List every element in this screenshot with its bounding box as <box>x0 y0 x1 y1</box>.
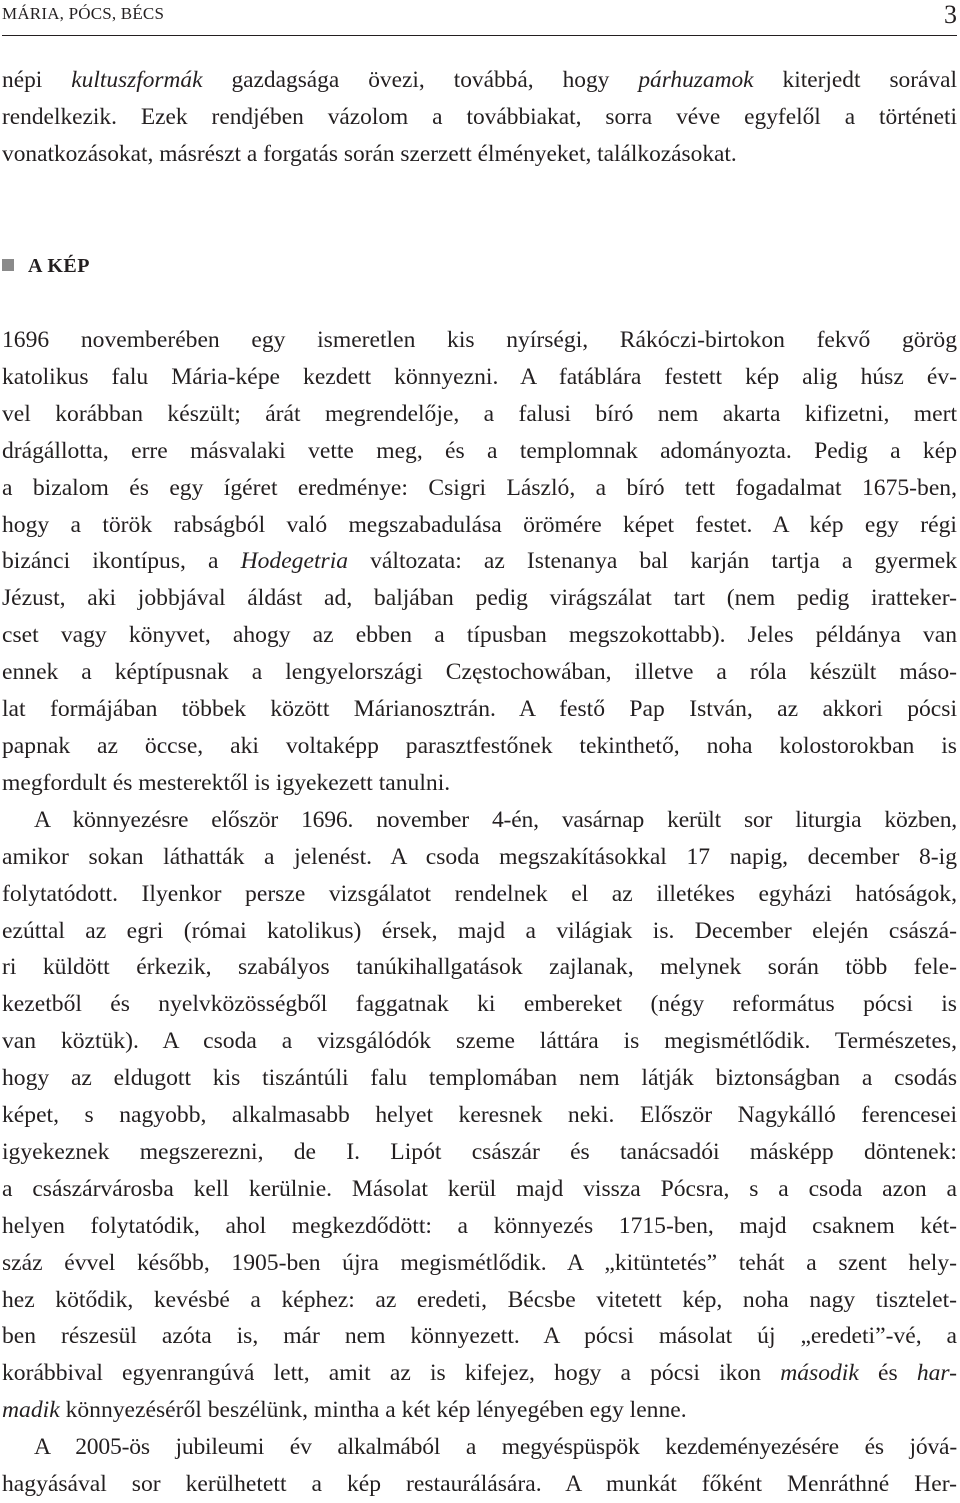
text-run: hagyásával sor kerülhetett a kép restaurálására. A munkát főként Menráthné Her- <box>2 1471 957 1498</box>
text-run: vel korábban készült; árát megrendelője, a falusi bíró nem akarta kifizetni, mert <box>2 400 957 427</box>
text-line <box>2 1208 957 1245</box>
text-run: 1696 novemberében egy ismeretlen kis nyírségi, Rákóczi-birtokon fekvő görög <box>2 327 957 353</box>
text-line <box>2 913 957 950</box>
text-run: a bizalom és egy ígéret eredménye: Csigri László, a bíró tett fogadalmat 1675-ben, <box>2 474 957 501</box>
text-line <box>2 802 957 839</box>
body-text <box>2 322 957 1503</box>
text-run: ben részesül azóta is, már nem könnyezett. A pócsi másolat új „eredeti”-vé, a <box>2 1323 957 1350</box>
text-run: igyekeznek megszerezni, de I. Lipót császár és tanácsadói másképp döntenek: <box>2 1138 957 1165</box>
text-line <box>2 322 957 359</box>
text-run: papnak az öccse, aki voltaképp parasztfestőnek tekinthető, noha kolostorokban is <box>2 732 957 759</box>
text-run: népi <box>2 67 72 93</box>
text-line <box>2 1171 957 1208</box>
text-line <box>2 1355 957 1392</box>
text-run: gazdagsága övezi, továbbá, hogy <box>202 67 639 93</box>
text-line <box>2 1097 957 1134</box>
text-line <box>2 433 957 470</box>
italic-run: második <box>780 1360 859 1387</box>
text-run: változata: az Istenanya bal karján tartja a gyermek <box>348 548 957 575</box>
text-run: kiterjedt sorával <box>753 67 957 93</box>
text-run: cset vagy könyvet, ahogy az ebben a típusban megszokottabb). Jeles példánya van <box>2 622 957 649</box>
running-head-title: MÁRIA, PÓCS, BÉCS <box>2 4 165 23</box>
text-run: van köztük). A csoda a vizsgálódók szeme láttára is megismétlődik. Természetes, <box>2 1028 957 1055</box>
italic-run: har- <box>916 1360 957 1387</box>
text-line <box>2 949 957 986</box>
intro-text <box>2 62 957 173</box>
text-line <box>2 1060 957 1097</box>
text-line <box>2 543 957 580</box>
text-run: képet, s nagyobb, alkalmasabb helyet keresnek neki. Először Nagykálló ferencesei <box>2 1102 957 1129</box>
running-head <box>2 0 957 36</box>
text-line <box>2 1466 957 1503</box>
text-run: lat formájában többek között Márianosztrán. A festő Pap István, az akkori pócsi <box>2 696 957 723</box>
text-run: drágállotta, erre másvalaki vette meg, és a templomnak adományozta. Pedig a kép <box>2 437 957 464</box>
text-run: Jézust, aki jobbjával áldást ad, baljában pedig virágszálat tart (nem pedig iratteker- <box>2 585 957 612</box>
text-run: és <box>858 1360 917 1387</box>
page-number: 3 <box>944 0 957 29</box>
text-run: korábbival egyenrangúvá lett, amit az is kifejez, hogy a pócsi ikon <box>2 1360 781 1387</box>
text-run: folytatódott. Ilyenkor persze vizsgálatot rendelnek el az illetékes egyházi hatóságok, <box>2 880 957 907</box>
text-line <box>2 580 957 617</box>
text-run: ezúttal az egri (római katolikus) érsek, majd a világiak is. December elején császá- <box>2 917 957 944</box>
text-run: hogy az eldugott kis tiszántúli falu templomában nem látják biztonságban a csodás <box>2 1065 957 1092</box>
text-run: rendelkezik. Ezek rendjében vázolom a továbbiakat, sorra véve egyfelől a történeti <box>2 103 957 130</box>
text-run: hogy a török rabságból való megszabadulása örömére képet festet. A kép egy régi <box>2 511 957 538</box>
text-run: száz évvel később, 1905-ben újra megismétlődik. A „kitüntetés” tehát a szent hely- <box>2 1249 957 1276</box>
text-line <box>2 1245 957 1282</box>
text-line <box>2 876 957 913</box>
section-heading-text: A KÉP <box>28 255 90 277</box>
body-paragraph <box>2 1429 957 1503</box>
section-heading <box>2 255 90 285</box>
text-run: megfordult és mesterektől is igyekezett tanulni. <box>2 769 451 796</box>
text-run: könnyezéséről beszélünk, mintha a két kép lényegében egy lenne. <box>59 1397 687 1424</box>
text-run: hez kötődik, kevésbé a képhez: az eredeti, Bécsbe vitetett kép, noha nagy tisztelet- <box>2 1286 957 1313</box>
text-run: helyen folytatódik, ahol megkezdődött: a könnyezés 1715-ben, majd csaknem két- <box>2 1212 957 1239</box>
text-run: amikor sokan láthatták a jelenést. A csoda megszakításokkal 17 napig, december 8-ig <box>2 843 957 870</box>
intro-paragraph <box>2 62 957 173</box>
italic-run: Hodegetria <box>240 548 349 575</box>
text-line <box>2 136 957 173</box>
text-run: bizánci ikontípus, a <box>2 548 241 575</box>
text-run: A könnyezésre először 1696. november 4-én, vasárnap került sor liturgia közben, <box>34 806 957 833</box>
text-run: a császárvárosba kell kerülnie. Másolat kerül majd vissza Pócsra, s a csoda azon a <box>2 1175 957 1202</box>
text-line <box>2 62 957 99</box>
text-line <box>2 654 957 691</box>
text-line <box>2 1429 957 1466</box>
text-line <box>2 728 957 765</box>
text-line <box>2 1318 957 1355</box>
text-line <box>2 1282 957 1319</box>
text-run: A 2005-ös jubileumi év alkalmából a megyéspüspök kezdeményezésére és jóvá- <box>34 1434 957 1461</box>
text-line <box>2 1392 957 1429</box>
text-line <box>2 99 957 136</box>
section-square-bullet-icon <box>2 259 14 271</box>
text-line <box>2 1134 957 1171</box>
italic-run: kultuszformák <box>71 67 203 93</box>
text-run: vonatkozásokat, másrészt a forgatás során szerzett élményeket, találkozásokat. <box>2 140 737 167</box>
text-run: ri küldött érkezik, szabályos tanúkihallgatások zajlanak, melynek során több fele- <box>2 954 957 981</box>
text-line <box>2 765 957 802</box>
italic-run: párhuzamok <box>638 67 754 93</box>
text-line <box>2 470 957 507</box>
text-line <box>2 986 957 1023</box>
text-run: ennek a képtípusnak a lengyelországi Częstochowában, illetve a róla készült máso- <box>2 659 957 686</box>
text-line <box>2 617 957 654</box>
body-paragraph <box>2 802 957 1429</box>
text-line <box>2 839 957 876</box>
text-run: katolikus falu Mária-képe kezdett könnyezni. A fatáblára festett kép alig húsz év- <box>2 363 957 390</box>
text-run: kezetből és nyelvközösségből faggatnak ki embereket (négy református pócsi is <box>2 991 957 1018</box>
body-paragraph <box>2 322 957 802</box>
text-line <box>2 359 957 396</box>
italic-run: madik <box>2 1397 60 1424</box>
text-line <box>2 1023 957 1060</box>
text-line <box>2 396 957 433</box>
text-line <box>2 691 957 728</box>
text-line <box>2 507 957 544</box>
